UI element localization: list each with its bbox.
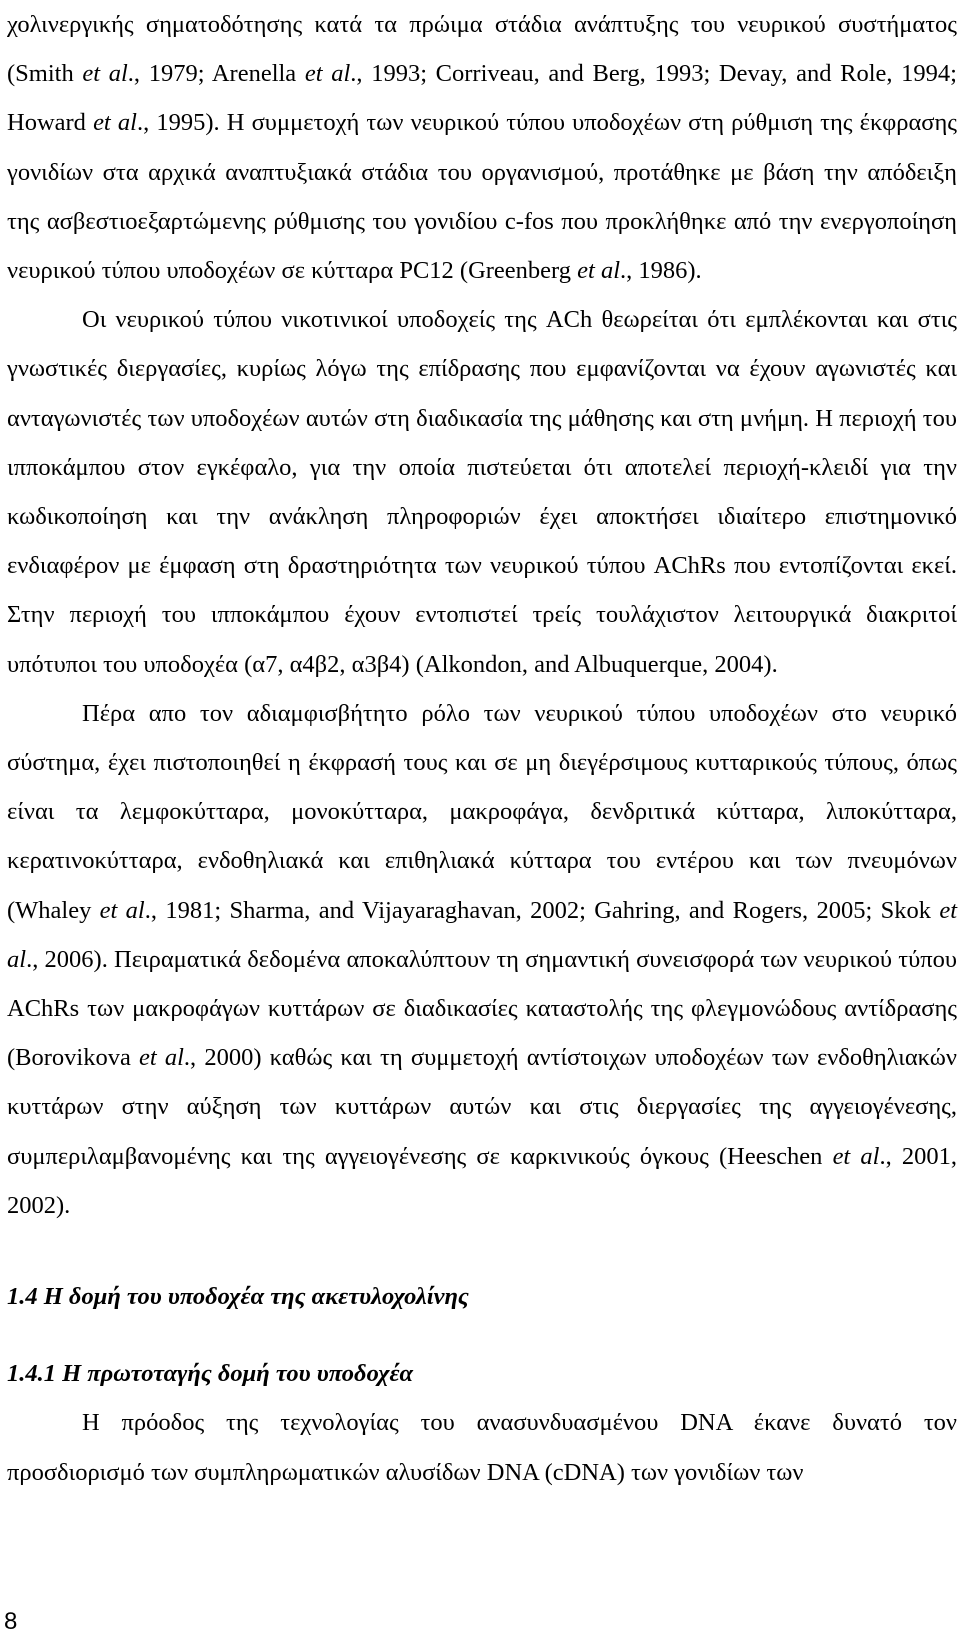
text-run: Πέρα απο τον αδιαμφισβήτητο ρόλο των νευρικού τύπου υποδοχέων στο νευρικό σύστημα, έχει πιστοποιηθεί η έκφρασή τους και σε μη διεγέρσιμους κυτταρικούς τύπους, όπως είναι τα λεμφοκύτταρα, μονοκύτταρα, μακροφάγα, δενδριτικά κύτταρα, λιποκύτταρα, κερατινοκύτταρα, ενδοθηλιακά και επιθηλιακά κύτταρα του εντέρου και των πνευμόνων (Whaley	[7, 699, 957, 924]
text-run: Οι νευρικού τύπου νικοτινικοί υποδοχείς της ACh θεωρείται ότι εμπλέκονται και στις γνωστικές διεργασίες, κυρίως λόγω της επίδρασης που εμφανίζονται να έχουν αγωνιστές και ανταγωνιστές των υποδοχέων αυτών στη διαδικασία της μάθησης και στη μνήμη. Η περιοχή του ιπποκάμπου στον εγκέφαλο, για την οποία πιστεύεται ότι αποτελεί περιοχή-κλειδί για την κωδικοποίηση και την ανάκληση πληροφοριών έχει αποκτήσει ιδιαίτερο επιστημονικό ενδιαφέρον με έμφαση στη δραστηριότητα των νευρικού τύπου AChRs που εντοπίζονται εκεί. Στην περιοχή του ιπποκάμπου έχουν εντοπιστεί τρείς τουλάχιστον λειτουργικά διακριτοί υπότυποι του υποδοχέα (α7, α4β2, α3β4) (Alkondon, and Albuquerque, 2004).	[7, 306, 957, 678]
text-run: Η πρόοδος της τεχνολογίας του ανασυνδυασμένου DNA έκανε δυνατό τον προσδιορισμό των συμπληρωματικών αλυσίδων DNA (cDNA) των γονιδίων των	[7, 1409, 957, 1486]
subsection-heading: 1.4.1 Η πρωτοταγής δομή του υποδοχέα	[7, 1360, 414, 1388]
page-number: 8	[4, 1608, 18, 1635]
text-run: ., 2000) καθώς και τη συμμετοχή αντίστοιχων υποδοχέων των ενδοθηλιακών κυττάρων στην αύξηση των κυττάρων αυτών και στις διεργασίες της αγγειογένεσης, συμπεριλαμβανομένης και της αγγειογένεσης σε καρκινικούς όγκους (Heeschen	[7, 1044, 957, 1170]
italic-text: et al	[832, 1142, 880, 1170]
spacer	[7, 1230, 957, 1272]
text-run: χολινεργικής σηματοδότησης κατά τα πρώιμα στάδια ανάπτυξης του νευρικού συστήματος (Smith	[7, 11, 957, 88]
italic-text: et al	[93, 109, 137, 137]
spacer	[7, 1321, 957, 1349]
paragraph-nicotinic-receptors	[7, 295, 957, 689]
text-run: ., 1981; Sharma, and Vijayaraghavan, 2002; Gahring, and Rogers, 2005; Skok	[144, 896, 940, 924]
italic-text: et al	[304, 60, 351, 88]
section-heading: 1.4 Η δομή του υποδοχέα της ακετυλοχολίνης	[7, 1283, 469, 1311]
italic-text: et al	[7, 896, 958, 973]
text-run: ., 1979; Arenella	[127, 60, 305, 88]
italic-text: et al	[139, 1044, 184, 1072]
text-run: ., 2001, 2002).	[7, 1142, 958, 1219]
text-run: ., 1986).	[620, 257, 702, 285]
paragraph-dna-technology	[7, 1398, 957, 1496]
paragraph-continuation	[7, 0, 957, 295]
italic-text: et al	[99, 896, 145, 924]
italic-text: et al	[577, 257, 621, 285]
text-run: ., 1993; Corriveau, and Berg, 1993; Devay, and Role, 1994; Howard	[7, 60, 957, 137]
paragraph-non-neuronal-expression	[7, 689, 957, 1230]
italic-text: et al	[82, 60, 128, 88]
body-text	[7, 0, 957, 1497]
text-run: ., 1995). Η συμμετοχή των νευρικού τύπου υποδοχέων στη ρύθμιση της έκφρασης γονιδίων στα αρχικά αναπτυξιακά στάδια του οργανισμού, προτάθηκε με βάση την απόδειξη της ασβεστιοεξαρτώμενης ρύθμισης του γονιδίου c-fos που προκλήθηκε από την ενεργοποίηση νευρικού τύπου υποδοχέων σε κύτταρα PC12 (Greenberg	[7, 109, 957, 285]
text-run: ., 2006). Πειραματικά δεδομένα αποκαλύπτουν τη σημαντική συνεισφορά των νευρικού τύπου AChRs των μακροφάγων κυττάρων σε διαδικασίες καταστολής της φλεγμονώδους αντίδρασης (Borovikova	[7, 945, 957, 1072]
